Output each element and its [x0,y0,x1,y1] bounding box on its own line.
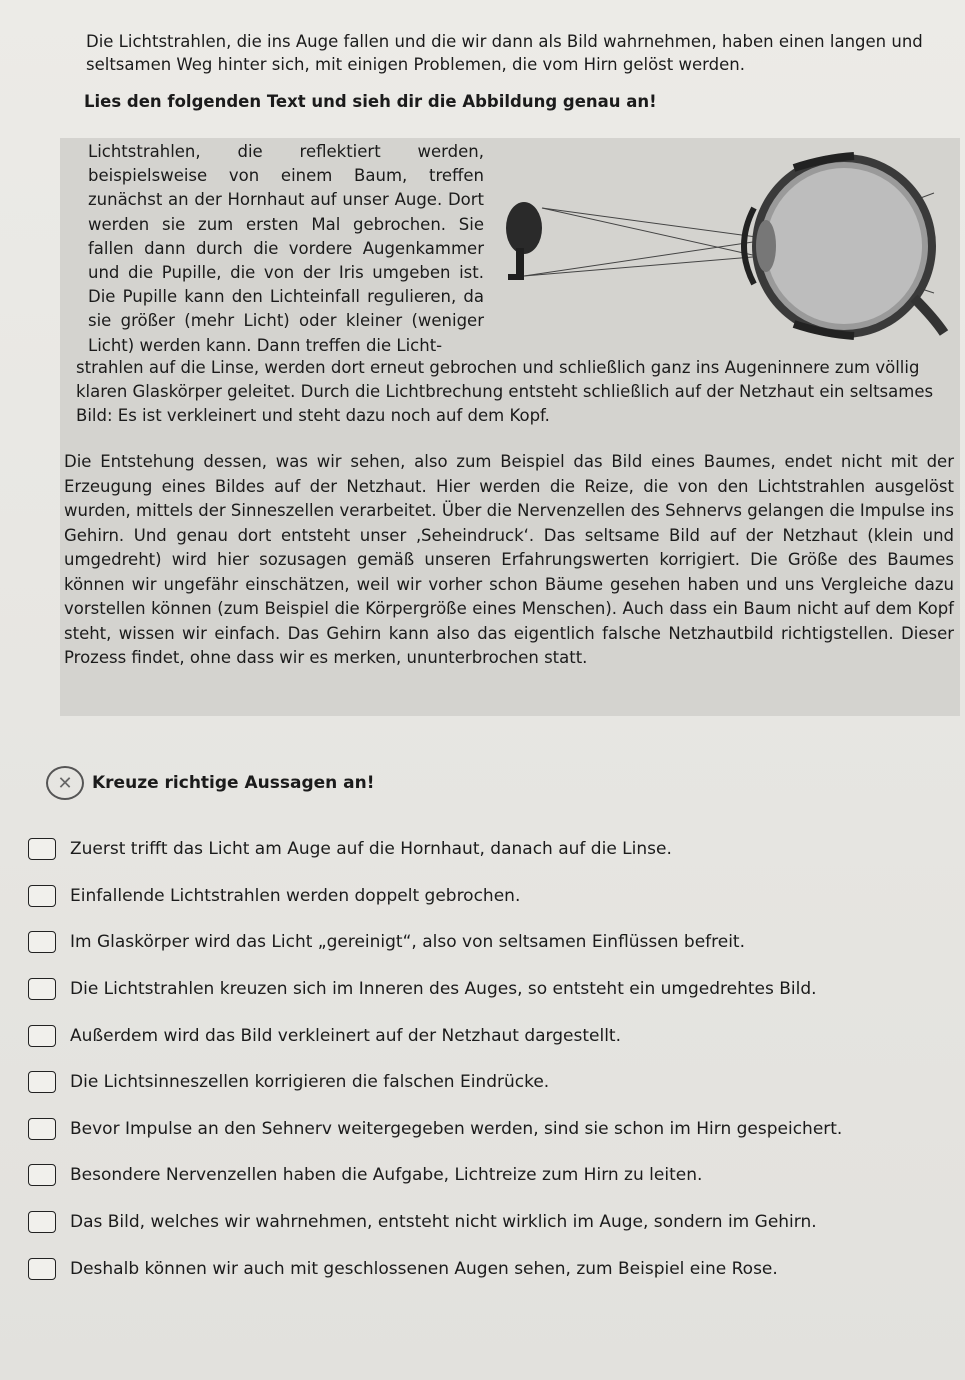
statement-item [28,1059,948,1106]
cross-circle-icon: ✕ [46,766,84,800]
statement-checkbox[interactable] [28,1071,56,1093]
statement-checkbox[interactable] [28,1258,56,1280]
statement-text: Die Lichtstrahlen kreuzen sich im Inneren des Auges, so entsteht ein umgedrehtes Bild. [70,979,817,1000]
task-label: Kreuze richtige Aussagen an! [92,773,375,793]
statement-checkbox[interactable] [28,838,56,860]
statement-text: Einfallende Lichtstrahlen werden doppelt gebrochen. [70,885,521,906]
statement-item [28,1012,948,1059]
statement-text: Die Lichtsinneszellen korrigieren die falschen Eindrücke. [70,1072,550,1093]
statement-item [28,1199,948,1246]
statement-text: Bevor Impulse an den Sehnerv weitergegeben werden, sind sie schon im Hirn gespeichert. [70,1118,843,1139]
statement-item [28,1245,948,1292]
statement-text: Besondere Nervenzellen haben die Aufgabe, Lichtreize zum Hirn zu leiten. [70,1165,703,1186]
statement-checkbox[interactable] [28,978,56,1000]
statement-list [28,826,948,1292]
statement-checkbox[interactable] [28,1211,56,1233]
intro-text: Die Lichtstrahlen, die ins Auge fallen und die wir dann als Bild wahrnehmen, haben einen langen und seltsamen Weg hinter sich, mit einigen Problemen, die vom Hirn gelöst werden. [86,32,923,74]
statement-checkbox[interactable] [28,885,56,907]
paragraph-1-part-b: strahlen auf die Linse, werden dort erneut gebrochen und schließlich ganz ins Augeninnere zum völlig klaren Glaskörper geleitet. Durch die Lichtbrechung entsteht schließlich auf der Netzhaut ein seltsames Bild: Es ist verkleinert und steht dazu noch auf dem Kopf. [76,358,934,426]
statement-item [28,966,948,1013]
eye-diagram [494,148,954,348]
task-heading [46,766,375,800]
statement-checkbox[interactable] [28,1025,56,1047]
statement-item [28,826,948,873]
statement-item [28,873,948,920]
statement-checkbox[interactable] [28,1118,56,1140]
statement-text: Zuerst trifft das Licht am Auge auf die Hornhaut, danach auf die Linse. [70,839,672,860]
statement-item [28,1152,948,1199]
statement-text: Im Glaskörper wird das Licht „gereinigt“, also von seltsamen Einflüssen befreit. [70,932,746,953]
statement-item [28,1106,948,1153]
paragraph-1-part-a: Lichtstrahlen, die reflektiert werden, beispielsweise von einem Baum, treffen zunächst an der Hornhaut auf unser Auge. Dort werden sie zum ersten Mal gebrochen. Sie fallen dann durch die vordere Augenkammer und die Pupille, die von der Iris umgeben ist. Die Pupille kann den Lichteinfall regulieren, da sie größer (mehr Licht) oder kleiner (weniger Licht) werden kann. Dann treffen die Licht- [88,142,484,355]
instruction-heading: Lies den folgenden Text und sieh dir die Abbildung genau an! [84,92,657,111]
tree-object-illustration [506,202,542,280]
eyeball-illustration [744,154,944,338]
statement-text: Außerdem wird das Bild verkleinert auf der Netzhaut dargestellt. [70,1025,621,1046]
statement-text: Deshalb können wir auch mit geschlossenen Augen sehen, zum Beispiel eine Rose. [70,1258,778,1279]
statement-checkbox[interactable] [28,1164,56,1186]
statement-checkbox[interactable] [28,931,56,953]
paragraph-2: Die Entstehung dessen, was wir sehen, also zum Beispiel das Bild eines Baumes, endet nicht mit der Erzeugung eines Bildes auf der Netzhaut. Hier werden die Reize, die von den Lichtstrahlen ausgelöst wurden, mittels der Sinneszellen verarbeitet. Über die Nervenzellen des Sehnervs gelangen die Impulse ins Gehirn. Und genau dort entsteht unser ‚Seheindruck‘. Das seltsame Bild auf der Netzhaut (klein und umgedreht) wird hier sozusagen gemäß unseren Erfahrungswerten korrigiert. Die Größe des Baumes können wir ungefähr einschätzen, weil wir vorher schon Bäume gesehen haben und uns Vergleiche dazu vorstellen können (zum Beispiel die Körpergröße eines Menschen). Auch dass ein Baum nicht auf dem Kopf steht, wissen wir einfach. Das Gehirn kann also das eigentlich falsche Netzhautbild richtigstellen. Dieser Prozess findet, ohne dass wir es merken, ununterbrochen statt. [64,452,954,667]
statement-text: Das Bild, welches wir wahrnehmen, entsteht nicht wirklich im Auge, sondern im Gehirn. [70,1212,817,1233]
statement-item [28,919,948,966]
